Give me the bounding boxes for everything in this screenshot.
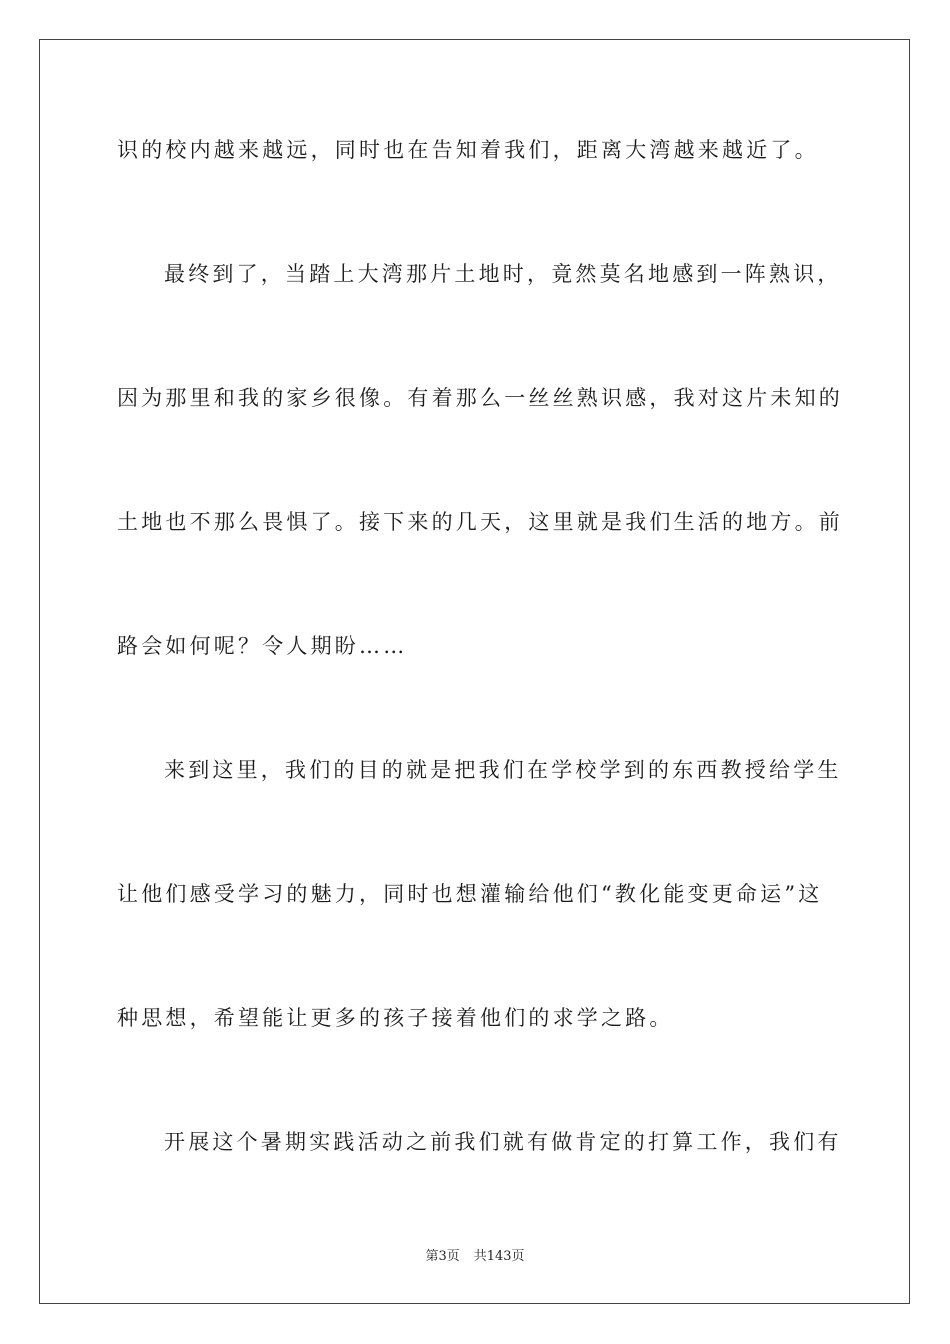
body-line-6: 来到这里，我们的目的就是把我们在学校学到的东西教授给学生 bbox=[164, 758, 842, 782]
body-line-7: 让他们感受学习的魅力，同时也想灌输给他们“教化能变更命运”这 bbox=[117, 882, 823, 906]
body-line-8: 种思想，希望能让更多的孩子接着他们的求学之路。 bbox=[117, 1006, 674, 1030]
page-footer bbox=[0, 1248, 950, 1266]
body-line-9: 开展这个暑期实践活动之前我们就有做肯定的打算工作，我们有 bbox=[164, 1130, 842, 1154]
body-line-3: 因为那里和我的家乡很像。有着那么一丝丝熟识感，我对这片未知的 bbox=[117, 386, 843, 410]
body-line-4: 土地也不那么畏惧了。接下来的几天，这里就是我们生活的地方。前 bbox=[117, 510, 843, 534]
body-line-5: 路会如何呢？令人期盼…… bbox=[117, 634, 408, 658]
page-total: 共143页 bbox=[473, 1249, 525, 1264]
page-number: 第3页 bbox=[425, 1249, 460, 1264]
body-line-2: 最终到了，当踏上大湾那片土地时，竟然莫名地感到一阵熟识， bbox=[164, 262, 842, 286]
body-line-1: 识的校内越来越远，同时也在告知着我们，距离大湾越来越近了。 bbox=[117, 138, 819, 162]
page-frame bbox=[39, 39, 910, 1304]
